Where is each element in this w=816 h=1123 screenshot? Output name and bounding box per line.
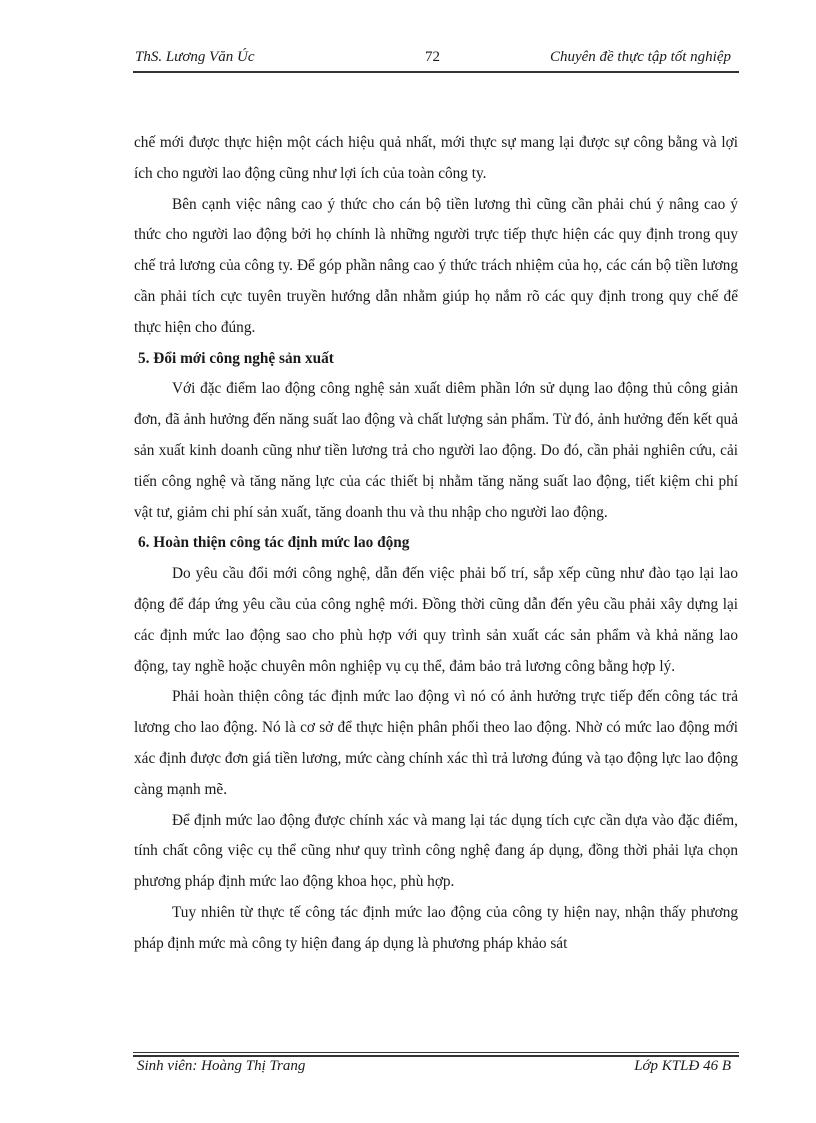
body-content xyxy=(134,128,738,960)
footer-student: Sinh viên: Hoàng Thị Trang xyxy=(137,1058,306,1074)
page-footer xyxy=(133,1058,739,1082)
paragraph: Với đặc điểm lao động công nghệ sản xuất diêm phần lớn sử dụng lao động thủ công giản đơn, đã ảnh hưởng đến năng suất lao động và chất lượng sản phẩm. Từ đó, ảnh hưởng đến kết quả sản xuất kinh doanh cũng như tiền lương trả cho người lao động. Do đó, cần phải nghiên cứu, cải tiến công nghệ và tăng năng lực của các thiết bị nhằm tăng năng suất lao động, tiết kiệm chi phí vật tư, giảm chi phí sản xuất, tăng doanh thu và thu nhập cho người lao động. xyxy=(134,380,738,521)
paragraph: Phải hoàn thiện công tác định mức lao động vì nó có ảnh hưởng trực tiếp đến công tác trả lương cho lao động. Nó là cơ sở để thực hiện phân phối theo lao động. Nhờ có mức lao động mới xác định được đơn giá tiền lương, mức càng chính xác thì trả lương đúng và tạo động lực lao động càng mạnh mẽ. xyxy=(134,688,738,798)
section-heading-6: 6. Hoàn thiện công tác định mức lao động xyxy=(138,534,410,552)
paragraph: Tuy nhiên từ thực tế công tác định mức lao động của công ty hiện nay, nhận thấy phương pháp định mức mà công ty hiện đang áp dụng là phương pháp khảo sát xyxy=(134,903,738,952)
footer-divider-thin xyxy=(133,1052,739,1053)
section-heading-5: 5. Đổi mới công nghệ sản xuất xyxy=(138,349,334,367)
footer-divider-thick xyxy=(133,1055,739,1057)
paragraph: Do yêu cầu đổi mới công nghệ, dẫn đến việc phải bố trí, sắp xếp cũng như đào tạo lại lao động để đáp ứng yêu cầu của công nghệ mới. Đồng thời cũng dẫn đến yêu cầu phải xây dựng lại các định mức lao động sao cho phù hợp với quy trình sản xuất các sản phẩm và khả năng lao động, tay nghề hoặc chuyên môn nghiệp vụ cụ thể, đảm bảo trả lương công bằng hợp lý. xyxy=(134,565,738,675)
footer-class: Lớp KTLĐ 46 B xyxy=(634,1058,731,1074)
paragraph: chế mới được thực hiện một cách hiệu quả nhất, mới thực sự mang lại được sự công bằng và lợi ích cho người lao động cũng như lợi ích của toàn công ty. xyxy=(134,134,738,182)
page-header xyxy=(133,47,739,71)
page-number: 72 xyxy=(425,49,440,65)
paragraph: Để định mức lao động được chính xác và mang lại tác dụng tích cực cần dựa vào đặc điểm, tính chất công việc cụ thể cũng như quy trình công nghệ đang áp dụng, đồng thời phải lựa chọn phương pháp định mức lao động khoa học, phù hợp. xyxy=(134,811,738,891)
paragraph: Bên cạnh việc nâng cao ý thức cho cán bộ tiền lương thì cũng cần phải chú ý nâng cao ý thức cho người lao động bởi họ chính là những người trực tiếp thực hiện các quy định trong quy chế trả lương của công ty. Để góp phần nâng cao ý thức trách nhiệm của họ, các cán bộ tiền lương cần phải tích cực tuyên truyền hướng dẫn nhằm giúp họ nắm rõ các quy định trong quy chế để thực hiện cho đúng. xyxy=(134,195,738,336)
header-divider xyxy=(133,71,739,73)
header-author: ThS. Lương Văn Úc xyxy=(135,49,255,65)
header-title: Chuyên đề thực tập tốt nghiệp xyxy=(549,49,731,65)
